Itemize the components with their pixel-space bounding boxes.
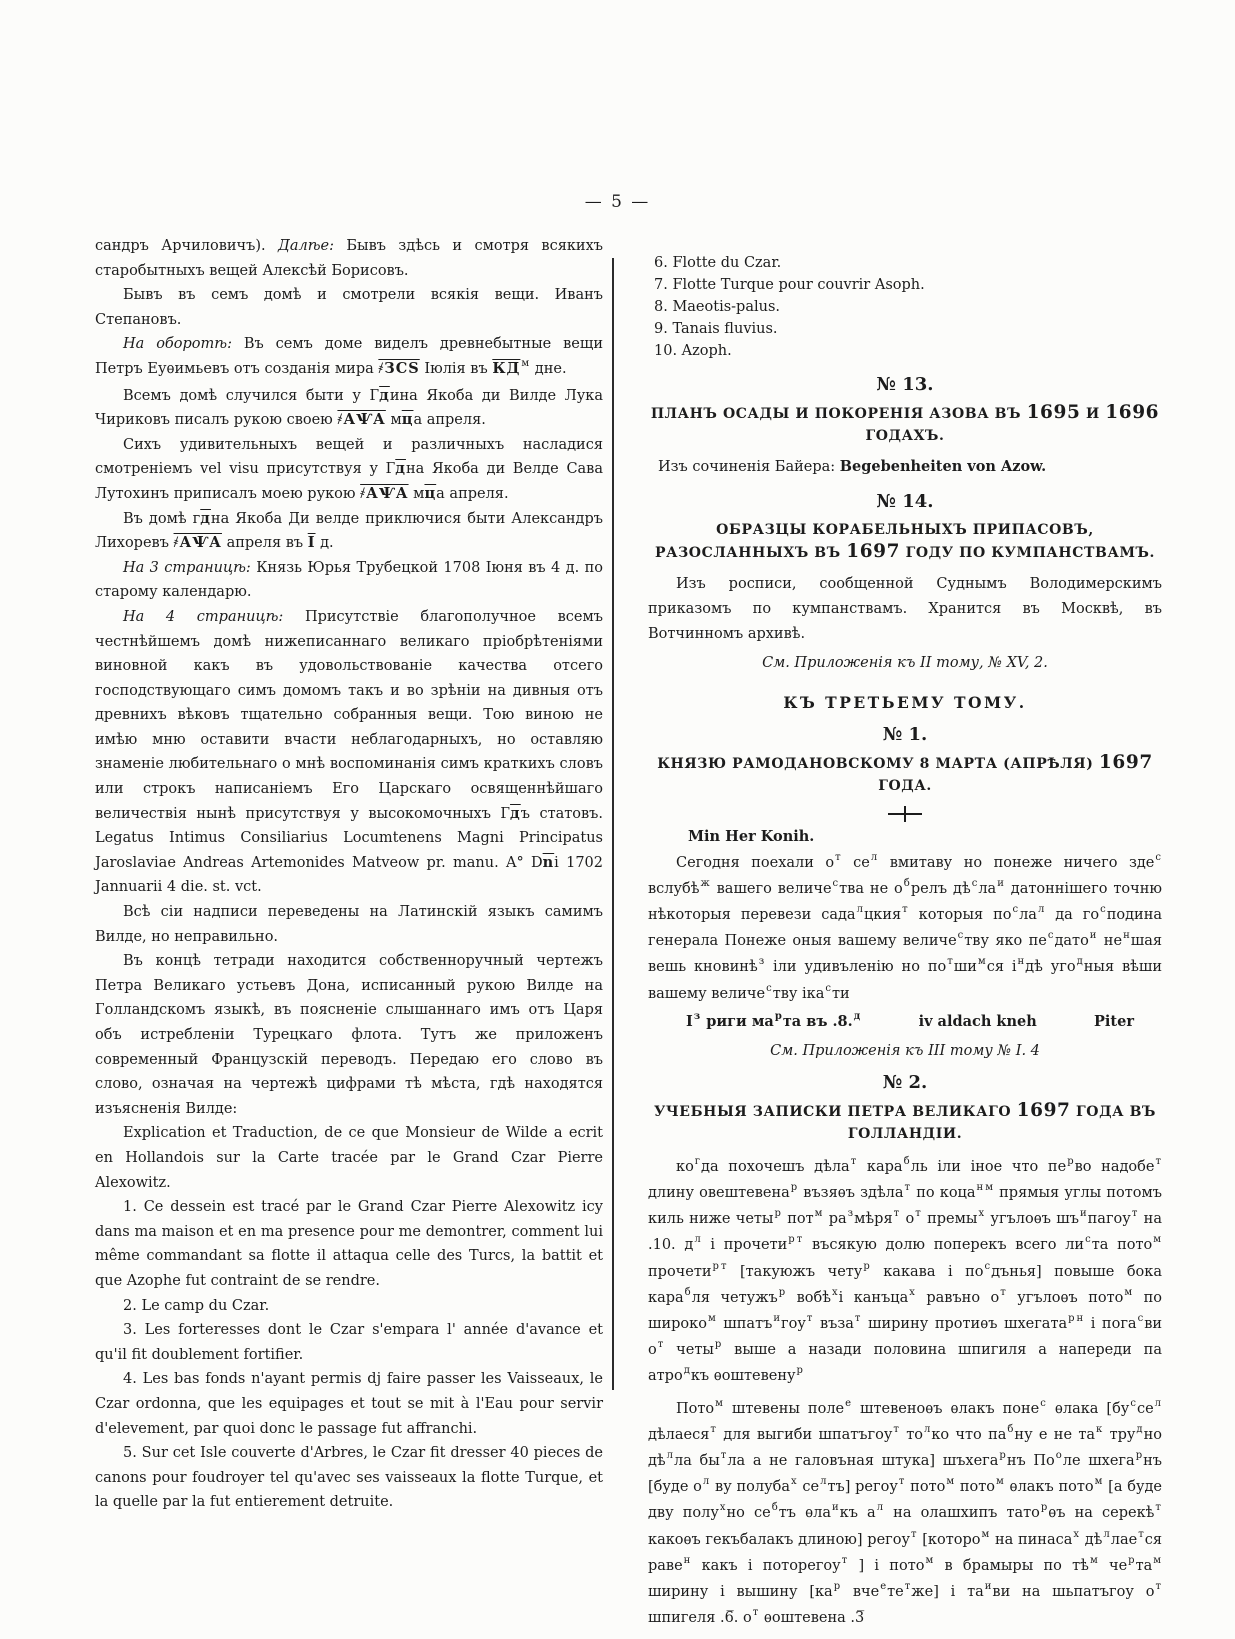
left-column-paragraphs [95, 234, 603, 1515]
paragraph: На 4 страницѣ: Присутствіе благополучное всемъ честнѣйшемъ домѣ нижеписаннаго великаго пріобрѣтеніями виновной какъ въ удовольствованіе качества отсего господствующаго симъ домомъ такъ и во зрѣніи на дивныя отъ древнихъ вѣковъ тщательно собранныя вещи. Тою виною не имѣю мню оставити вчасти неблагодарныхъ, но оставляю знаменіе любительнаго о мнѣ воспоминанія симъ краткихъ словъ или строкъ написаніемъ Его Царскаго освященнѣйшаго величествія нынѣ присутствуя у высокомочныхъ Гдъ статовъ. Legatus Intimus Consiliarius Locumtenens Magni Principatus Jaroslaviae Andreas Artemonides Matveow pr. manu. A° $D\overline{n}i$ 1702 Jannuarii 4 die. st. vct. [95, 608, 603, 896]
page-number-text: — 5 — [584, 192, 651, 212]
section-13-title: ПЛАНЪ ОСАДЫ И ПОКОРЕНІЯ АЗОВА ВЪ 1695 И 1696 ГОДАХЪ. [650, 402, 1160, 444]
paragraph: Бывъ въ семъ домѣ и смотрели всякія вещи. Иванъ Степановъ. [95, 287, 603, 328]
left-column [95, 234, 603, 1515]
section-2-paragraph-2: Пото$^м$ штевены поле$^е$ штевеноѳъ ѳлакъ поне$^с$ ѳлака [$бу^ссе^л$ дѣлаеся$^т$ для выгиби шпатъгоу$^т$ $то^лко$ что $па^бну$ е не $та^к$ тру$^д$но $дѣ^лла$ $бы^тла$ а не галовъная штука] шъхега$^р$нъ $По^оле$ шхега$^р$нъ [буде $о^л$ ву полуба$^х$ $се^лтъ$] регоу$^т$ пото$^м$ пото$^м$ ѳлакъ пото$^м$ [а буде дву полу$^х$но $се^бтъ$ ѳла$^и$къ $а^л$ на олашхипъ тато$^р$ѳъ на серекѣ$^т$ какоѳъ гекъбалакъ длиною] регоу$^т$ [которо$^м$ на пинаса$^х$ $дѣ^ллае^тся$ раве$^н$ какъ і поторегоу$^т$ ] і пото$^м$ в брамыры по $тѣ^м$ $че^рта^м$ ширину і вышину [$ка^р$ $вче^ете^тже$] і $та^иви$ на шьпатъгоу $о^т$ шпигеля .6̅. $о^т$ ѳоштевена .3̅ [648, 1397, 1163, 1627]
paragraph: 2. Le camp du Czar. [123, 1297, 270, 1314]
letter-sign-middle: iv aldach kneh [918, 1012, 1037, 1030]
column-divider-rule [612, 258, 614, 1390]
page-number [0, 192, 1235, 212]
letter-salutation: Min Her Konih. [688, 827, 815, 845]
letter-body: Сегодня поехали $о^т$ $се^л$ вмитаву но понеже ничего зде$^с$ вслубѣ$^ж$ вашего величе$^с$тва не $о^брелъ$ $дѣ^сла^и$ датоннішего точню нѣкоторыя перевези сада$^л$цкия$^т$ которыя $по^сла^л$ да $го^сподина$ генерала Понеже оныя вашему величе$^с$тву яко $пе^сдато^и$ $не^ншая$ вешь кновинѣ$^з$ іли удивъленію но $по^тши^мся$ $і^ндѣ$ уго$^д$ныя вѣши вашему величе$^с$тву іка$^с$ти [648, 851, 1163, 1002]
section-13-source: Изъ сочиненія Байера: Begebenheiten von Azow. [658, 458, 1047, 475]
paragraph: На оборотѣ: Въ семъ доме виделъ древнебытные вещи Петръ Еуѳимьевъ отъ созданія мира ҂ЗСЅ Іюлія въ $КД^м$ дне. [95, 336, 604, 377]
section-13-number: № 13. [876, 374, 934, 395]
section-2-number: № 2. [882, 1071, 928, 1093]
paragraph: 4. Les bas fonds n'ayant permis dj faire passer les Vaisseaux, le Czar ordonna, que les equipages et tout se mit à l'Eau pour servir d'elevement, par quoi donc le passage fut affranchi. [95, 1371, 603, 1437]
paragraph: Въ домѣ гдна Якоба Ди велде приключися быти Александръ Лихоревъ ҂АѰА апреля въ І д. [95, 509, 603, 552]
letter-signature: Piter [1094, 1012, 1134, 1030]
paragraph: Въ концѣ тетради находится собственноручный чертежъ Петра Великаго устьевъ Дона, исписанный рукою Вилде на Голландскомъ языкѣ, въ поясненіе слышаннаго имъ отъ Царя объ истребленіи Турецкаго флота. Тутъ же приложенъ современный Французскій переводъ. Передаю его слово въ слово, означая на чертежѣ цифрами тѣ мѣста, гдѣ находятся изъясненія Вилде: [95, 953, 603, 1117]
section-14-number: № 14. [876, 491, 934, 512]
volume-3-heading: КЪ ТРЕТЬЕМУ ТОМУ. [783, 692, 1027, 712]
letter-body-wrap [648, 851, 1162, 1008]
legend-line: 9. Tanais fluvius. [654, 321, 778, 337]
section-14-title: ОБРАЗЦЫ КОРАБЕЛЬНЫХЪ ПРИПАСОВЪ, РАЗОСЛАННЫХЪ ВЪ 1697 ГОДУ ПО КУМПАНСТВАМЪ. [654, 522, 1156, 562]
paragraph: 5. Sur cet Isle couverte d'Arbres, le Czar fit dresser 40 pieces de canons pour foudroyer tel qu'avec ses vaisseaux la flotte Turque, et la quelle par la fut entierement detruite. [95, 1445, 603, 1511]
section-2-paragraph-1: $ко^гда$ похочешъ дѣла$^т$ кара$^б$ль іли іное что $пе^рво$ надобе$^т$ длину овештевена$^р$ възяѳъ здѣла$^т$ по коца$^н$ $^м$ прямыя углы потомъ киль ниже четы$^р$ пот$^м$ $ра^змѣря^т$ $о^т$ премы$^х$ угълоѳъ $шъ^ипагоу^т$ на .10. $д^л$ і прочети$^р$ $^т$ въсякую долю поперекъ всего $ли^ста$ пото$^м$ прочети$^р$ $^т$ [такуюжъ чету$^р$ какава і $по^сдънья$] повыше бока кара$^б$ля четужъ$^р$ вобѣ$^х$і канъца$^х$ равъно $о^т$ угълоѳъ пото$^м$ по широко$^м$ шпатъ$^и$гоу$^т$ въза$^т$ ширину протиѳъ шхегата$^р$ $^н$ і пога$^с$ви $о^т$ четы$^р$ выше а назади половина шпигиля а напереди па атро$^д$къ ѳоштевену$^р$ [648, 1155, 1163, 1385]
paragraph: Сихъ удивительныхъ вещей и различныхъ насладися смотреніемъ vel visu присутствуя у Гдна Якоба ди Велде Сава Лутохинъ приписалъ моею рукою ҂АѰА мца апреля. [95, 436, 603, 502]
letter-signature-row [648, 1010, 1162, 1036]
right-column [648, 252, 1162, 1632]
figure-legend-list [648, 252, 1162, 362]
legend-line: 8. Maeotis-palus. [654, 299, 781, 315]
paragraph: На 3 страницѣ: Князь Юрья Трубецкой 1708 Іюня въ 4 д. по старому календарю. [95, 559, 603, 601]
paragraph: 3. Les forteresses dont le Czar s'empara l' année d'avance et qu'il fit doublement fortifier. [95, 1322, 603, 1363]
section-1-number: № 1. [882, 723, 928, 745]
paragraph: сандръ Арчиловичъ). Далѣе: Бывъ здѣсь и смотря всякихъ старобытныхъ вещей Алексѣй Борисовъ. [95, 238, 603, 279]
paragraph: Всѣ сіи надписи переведены на Латинскій языкъ самимъ Вилде, но неправильно. [95, 904, 603, 945]
section-1-reference: См. Приложенія къ III тому № I. 4 [770, 1042, 1040, 1059]
legend-line: 6. Flotte du Czar. [654, 255, 782, 271]
paragraph: Explication et Traduction, de ce que Monsieur de Wilde a ecrit en Hollandois sur la Carte tracée par le Grand Czar Pierre Alexowitz. [95, 1125, 603, 1191]
paragraph: 1. Ce dessein est tracé par le Grand Czar Pierre Alexowitz icy dans ma maison et en ma presence pour me demontrer, comment lui même commandant sa flotte il attaqua celle des Turcs, la battit et que Azophe fut contraint de se rendre. [95, 1199, 603, 1289]
letter-date: $І^з$ риги $ма^рта$ въ .8.$^д$ [686, 1010, 861, 1030]
section-14-reference: См. Приложенія къ II тому, № XV, 2. [762, 654, 1048, 671]
section-1-title: КНЯЗЮ РАМОДАНОВСКОМУ 8 МАРТА (АПРѢЛЯ) 1697 ГОДА. [657, 751, 1153, 794]
legend-line: 7. Flotte Turque pour couvrir Asoph. [654, 277, 925, 293]
cross-ornament [888, 805, 922, 823]
section-2-title: УЧЕБНЫЯ ЗАПИСКИ ПЕТРА ВЕЛИКАГО 1697 ГОДА ВЪ ГОЛЛАНДІИ. [653, 1099, 1157, 1142]
paragraph: Всемъ домѣ случился быти у Гдина Якоба ди Вилде Лука Чириковъ писалъ рукою своею ҂АѰА мца апреля. [95, 386, 603, 429]
legend-line: 10. Azoph. [654, 343, 732, 359]
section-14-source: Изъ росписи, сообщенной Суднымъ Володимерскимъ приказомъ по кумпанствамъ. Хранится въ Москвѣ, въ Вотчинномъ архивѣ. [648, 576, 1162, 643]
